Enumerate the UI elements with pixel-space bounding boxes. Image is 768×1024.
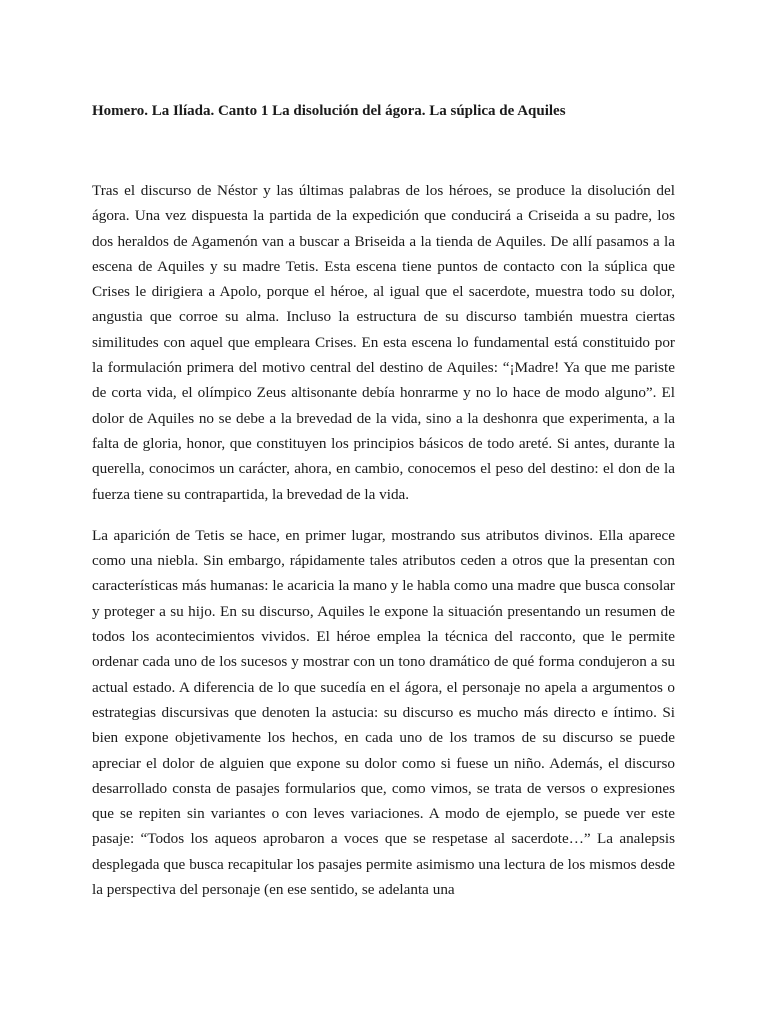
- document-title: Homero. La Ilíada. Canto 1 La disolución del ágora. La súplica de Aquiles: [92, 103, 566, 119]
- paragraph-1: Tras el discurso de Néstor y las últimas palabras de los héroes, se produce la disolución del ágora. Una vez dispuesta la partida de la expedición que conducirá a Criseida a su padre, los dos heraldos de Agamenón van a buscar a Briseida a la tienda de Aquiles. De allí pasamos a la escena de Aquiles y su madre Tetis. Esta escena tiene puntos de contacto con la súplica que Crises le dirigiera a Apolo, porque el héroe, al igual que el sacerdote, muestra todo su dolor, angustia que corroe su alma. Incluso la estructura de su discurso también muestra ciertas similitudes con aquel que empleara Crises. En esta escena lo fundamental está constituido por la formulación primera del motivo central del destino de Aquiles: “¡Madre! Ya que me pariste de corta vida, el olímpico Zeus altisonante debía honrarme y no lo hace de modo alguno”. El dolor de Aquiles no se debe a la brevedad de la vida, sino a la deshonra que experimenta, a la falta de gloria, honor, que constituyen los principios básicos de todo areté. Si antes, durante la querella, conocimos un carácter, ahora, en cambio, conocemos el peso del destino: el don de la fuerza tiene su contrapartida, la brevedad de la vida.: [92, 182, 675, 503]
- document-body: [92, 178, 675, 918]
- paragraph-2: La aparición de Tetis se hace, en primer lugar, mostrando sus atributos divinos. Ella aparece como una niebla. Sin embargo, rápidamente tales atributos ceden a otros que la presentan con características más humanas: le acaricia la mano y le habla como una madre que busca consolar y proteger a su hijo. En su discurso, Aquiles le expone la situación presentando un resumen de todos los acontecimientos vividos. El héroe emplea la técnica del racconto, que le permite ordenar cada uno de los sucesos y mostrar con un tono dramático de qué forma condujeron a su actual estado. A diferencia de lo que sucedía en el ágora, el personaje no apela a argumentos o estrategias discursivas que denoten la astucia: su discurso es mucho más directo e íntimo. Si bien expone objetivamente los hechos, en cada uno de los tramos de su discurso se puede apreciar el dolor de alguien que expone su dolor como si fuese un niño. Además, el discurso desarrollado consta de pasajes formularios que, como vimos, se trata de versos o expresiones que se repiten sin variantes o con leves variaciones. A modo de ejemplo, se puede ver este pasaje: “Todos los aqueos aprobaron a voces que se respetase al sacerdote…” La analepsis desplegada que busca recapitular los pasajes permite asimismo una lectura de los mismos desde la perspectiva del personaje (en ese sentido, se adelanta una: [92, 526, 675, 899]
